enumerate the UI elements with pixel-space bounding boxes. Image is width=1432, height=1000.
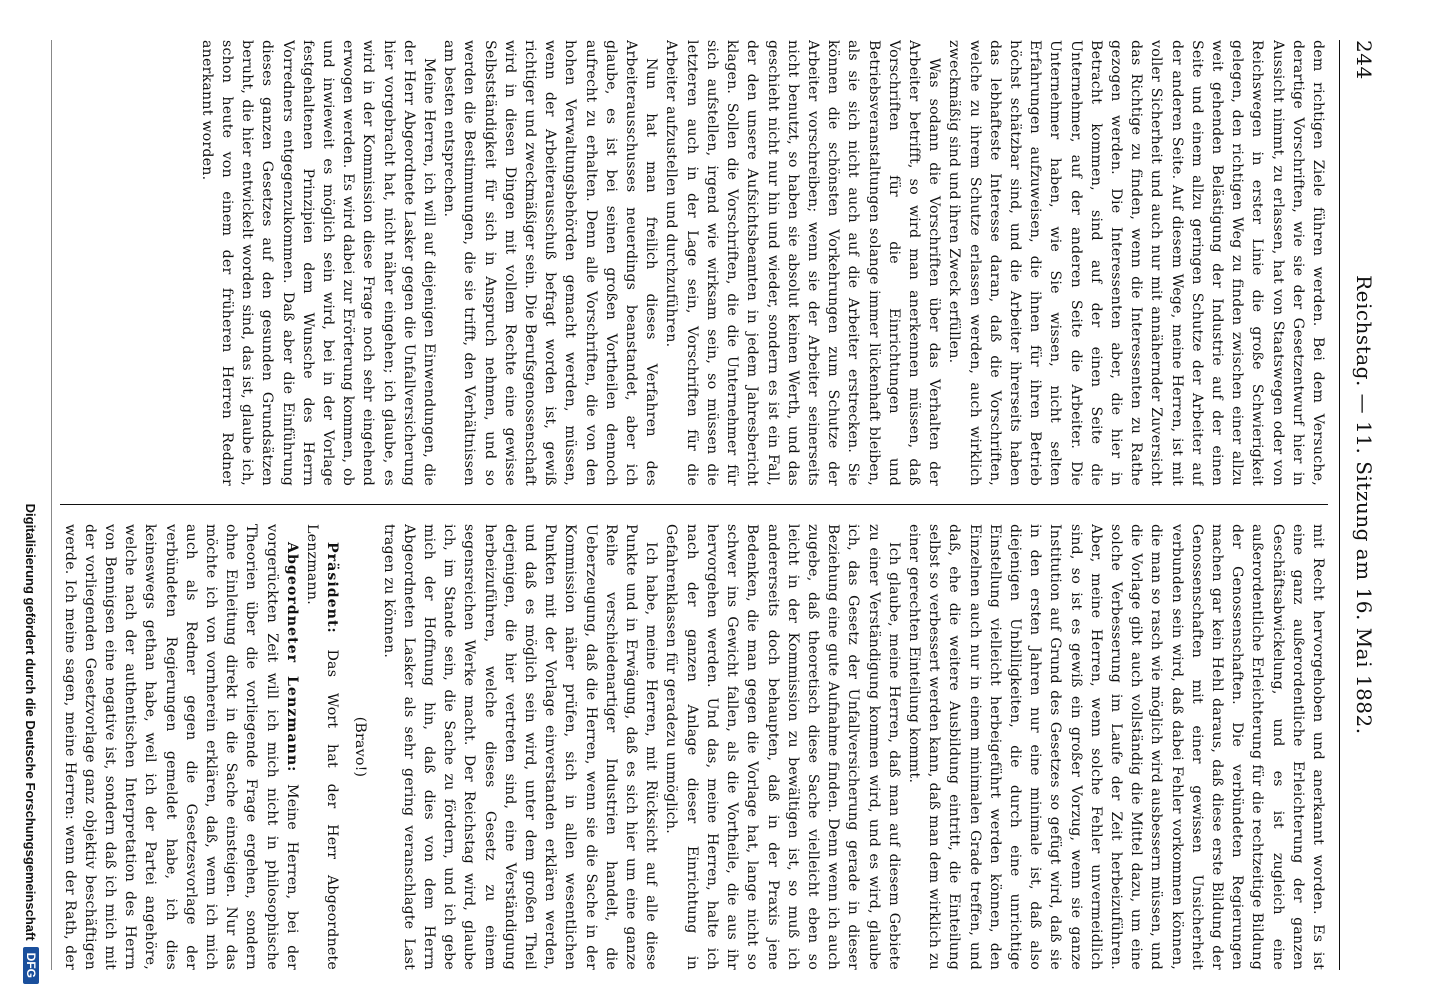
left-column <box>60 40 1328 486</box>
lenzmann-paragraph <box>60 524 302 970</box>
header-rule <box>1339 40 1340 970</box>
right-paragraph-1: mit Recht hervorgehoben und anerkannt worden. Es ist eine ganz außerordentliche Erleichterung der ganzen Geschäftsabwickelung, und es ist zugleich eine außerordentliche Erleichterung für die rechtzeitige Bildung der Genossenschaften. Die verbündeten Regierungen machen gar kein Hehl daraus, daß diese erste Bildung der Genossenschaften mit einer gewissen Unsicherheit verbunden sein wird, daß dabei Fehler vorkommen können, die man so rasch wie möglich wird ausbessern müssen, und die Vorlage gibt auch vollständig die Mittel dazu, um eine solche Verbesserung im Laufe der Zeit herbeizuführen. Aber, meine Herren, wenn solche Fehler unvermeidlich sind, so ist es gewiß ein großer Vorzug, wenn sie ganze Institution auf Grund des Gesetzes so gefügt wird, daß sie in den ersten Jahren nur eine minimale ist, daß also diejenigen Unbilligkeiten, die durch eine unrichtige Einstellung vielleicht herbeigeführt werden können, den Einzelnen auch nur in einem minimalen Grade treffen, und daß, ehe die weitere Ausbildung eintritt, die Einteilung selbst so verbessert werden kann, daß man dem wirklich zu einer gerechten Einteilung kommt. <box>905 524 1326 970</box>
left-paragraph-1: dem richtigen Ziele führen werden. Bei dem Versuche, derartige Vorschriften, wie sie der Gesetzentwurf hier in Aussicht nimmt, zu erlassen, hat von Staatswegen oder von Reichswegen in erster Linie die große Schwierigkeit gelegen, den richtigen Weg zu finden zwischen einer allzu weit gehenden Belästigung der Industrie auf der einen Seite und einem allzu geringen Schutze der Arbeiter auf der anderen Seite. Auf diesem Wege, meine Herren, ist mit voller Sicherheit und auch nur mit annähernder Zuversicht das Richtige zu finden, wenn die Interessenten zu Rathe gezogen werden. Die Interessenten aber, die hier in Betracht kommen, sind auf der einen Seite die Unternehmer, auf der anderen Seite die Arbeiter. Die Unternehmer haben, wie Sie wissen, nicht selten Erfahrungen aufzuweisen, die ihnen für ihren Betrieb höchst schätzbar sind, und die Arbeiter ihrerseits haben das lebhafteste Interesse daran, daß die Vorschriften, welche zu ihrem Schutze erlassen werden, auch wirklich zweckmäßig sind und ihren Zweck erfüllen. <box>946 40 1326 486</box>
running-title: Reichstag. — 11. Sitzung am 16. Mai 1882. <box>1352 275 1376 735</box>
president-speaker: Präsident: <box>324 542 341 634</box>
president-paragraph <box>302 524 342 970</box>
applause-note: (Bravo!) <box>352 716 369 778</box>
left-paragraph-4: Meine Herren, ich will auf diejenigen Einwendungen, die der Herr Abgeordnete Lasker gegen die Unfallversicherung hier vorgebracht hat, nicht näher eingehen; ich glaube, es wird in der Kommission diese Frage noch sehr eingehend erwogen werden. Es wird dabei zur Erörterung kommen, ob und inwieweit es möglich sein wird, bei in der Vorlage festgehaltenen Prinzipien dem Wunsche des Herrn Vorredners entgegenzukommen. Daß aber die Einführung dieses ganzen Gesetzes auf den gesunden Grundsätzen beruht, die hier entwickelt worden sind, das ist, glaube ich, schon heute von einem der früheren Herren Redner anerkannt worden. <box>198 40 438 486</box>
left-paragraph-2: Was sodann die Vorschriften über das Verhalten der Arbeiter betrifft, so wird man anerkennen müssen, daß Vorschriften für die Einrichtungen und Betriebsveranstaltungen solange immer lückenhaft bleiben, als sie sich nicht auch auf die Arbeiter erstrecken. Sie können die schönsten Vorkehrungen zum Schutze der Arbeiter vorschreiben; wenn sie der Arbeiter seinerseits nicht benutzt, so haben sie absolut keinen Werth, und das geschieht nicht nur hin und wieder, sondern es ist ein Fall, der den unsere Aufsichtsbeamten in jedem Jahresbericht klagen. Sollen die Vorschriften, die die Unternehmer für sich aufstellen, irgend wie wirksam sein, so müssen die letzteren auch in der Lage sein, Vorschriften für die Arbeiter aufzustellen und durchzuführen. <box>663 40 943 486</box>
credit-text: Digitalisierung gefördert durch die Deutsche Forschungsgemeinschaft <box>23 503 39 941</box>
dfg-logo: DFG <box>23 947 39 984</box>
president-text: Das Wort hat der Herr Abgeordnete Lenzmann. <box>304 524 341 970</box>
column-divider <box>60 504 1328 505</box>
page-header <box>1344 40 1384 970</box>
footer-rule <box>51 40 52 970</box>
left-paragraph-3: Nun hat man freilich dieses Verfahren des Arbeiterausschusses neuerdings beanstandet, aber ich glaube, es ist bei seinen großen Vortheilen dennoch aufrecht zu erhalten. Denn alle Vorschriften, die von den hohen Verwaltungsbehörden gemacht werden, müssen, wenn der Arbeiterausschuß befragt worden ist, gewiß richtiger und zweckmäßiger sein. Die Berufsgenossenschaft wird in diesen Dingen mit vollem Rechte eine gewisse Selbstständigkeit für sich in Anspruch nehmen, und so werden die Bestimmungen, die sie trifft, den Verhältnissen am besten entsprechen. <box>441 40 660 486</box>
lenzmann-speaker: Abgeordneter Lenzmann: <box>283 542 300 773</box>
right-paragraph-2: Ich glaube, meine Herren, daß man auf diesem Gebiete zu einer Verständigung kommen wird, und es wird, glaube ich, das Gesetz der Unfallversicherung gerade in dieser Beziehung eine gute Aufnahme finden. Denn wenn ich auch zugebe, daß theoretisch diese Sache vielleicht eben so leicht in der Kommission zu bewältigen ist, so muß ich andererseits doch behaupten, daß in der Praxis jene Bedenken, die man gegen die Vorlage hat, lange nicht so schwer ins Gewicht fallen, als die Vortheile, die aus ihr hervorgehen werden. Und das, meine Herren, halte ich nach der ganzen Anlage dieser Einrichtung in Gefahrenklassen für geradezu unmöglich. <box>663 524 902 970</box>
right-paragraph-3: Ich habe, meine Herren, mit Rücksicht auf alle diese Punkte und in Erwägung, daß es sich hier um eine ganze Reihe verschiedenartiger Industrien handelt, die Ueberzeugung, daß die Herren, wenn sie die Sache in der Kommission näher prüfen, sich in allen wesentlichen Punkten mit der Vorlage einverstanden erklären werden, und daß es möglich sein wird, unter dem großen Theil derjenigen, die hier vertreten sind, eine Verständigung herbeizuführen, welche dieses Gesetz zu einem segensreichen Werke macht. Der Reichstag wird, glaube ich, im Stande sein, die Sache zu fördern, und ich gebe mich der Hoffnung hin, daß dies von dem Herrn Abgeordneten Lasker als sehr gering veranschlagte Last tragen zu können. <box>380 524 660 970</box>
page-number: 244 <box>1352 40 1376 80</box>
right-column <box>60 524 1328 970</box>
lenzmann-text: Meine Herren, bei der vorgerückten Zeit will ich mich nicht in philosophische Theorien über die vorliegende Frage ergehen, sondern ohne Einleitung direkt in die Sache einsteigen. Nur das möchte ich von vornherein erklären, daß, wenn ich mich auch als Redner gegen die Gesetzesvorlage der verbündeten Regierungen gemeldet habe, ich dies keineswegs gethan habe, weil ich der Partei angehöre, welche nach der authentischen Interpretation des Herrn von Bennigsen eine negative ist, sondern daß ich mich mit der vorliegenden Gesetzvorlage ganz objektiv beschäftigen werde. Ich meine sagen, meine Herren: wenn der Rath, der <box>61 524 300 970</box>
digitization-credit <box>16 0 46 1000</box>
